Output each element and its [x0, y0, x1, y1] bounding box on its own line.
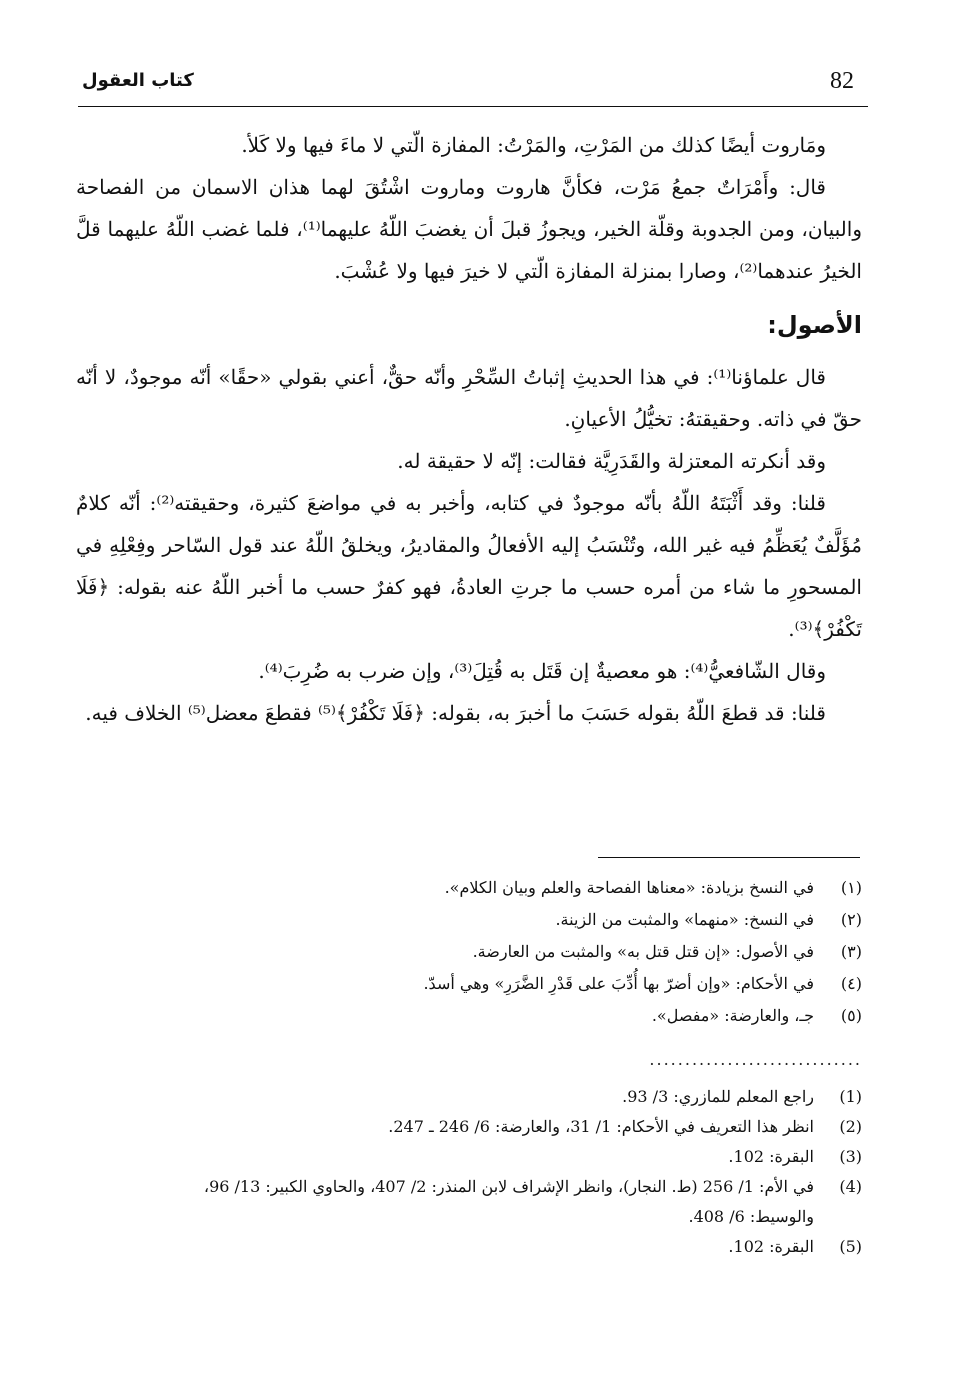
footnote-text: في النسخ: «منهما» والمثبت من الزينة.: [555, 910, 814, 929]
footnote-item: [162, 968, 862, 1000]
footnote-number: (٢): [840, 910, 862, 929]
footnote-item: [162, 1142, 862, 1172]
paragraph-2: قال: وأَمْرَاتٌ جمعُ مَرْت، فكأنَّ هاروت وماروت اشْتُقَ لهما هذان الاسمان من الفصاحة والبيان، ومن الجدوبة وقلّة الخير، ويجوزُ قبلَ أن يغضبَ اللّهُ عليهما⁽¹⁾، فلما غضب اللّهُ عليهما قلَّ الخيرُ عندهما⁽²⁾، وصارا بمنزلة المفازة الّتي لا خيرَ فيها ولا عُشْبَ.: [76, 175, 862, 283]
section-heading: الأصول:: [767, 311, 862, 339]
dotted-separator: ..............................: [649, 1050, 862, 1069]
footnote-item: [162, 1172, 862, 1232]
footnote-number: (5): [839, 1237, 862, 1256]
main-text: [76, 124, 862, 734]
running-title: كتاب العقول: [82, 70, 194, 91]
page-header: [78, 66, 868, 107]
footnote-item: [162, 904, 862, 936]
footnote-number: (1): [839, 1087, 862, 1106]
paragraph-1: ومَاروت أيضًا كذلك من المَرْتِ، والمَرْتُ: المفازة الّتي لا ماءَ فيها ولا كَلأ.: [241, 133, 826, 157]
paragraph-7: قلنا: قد قطعَ اللّهُ بقوله حَسَبَ ما أخبرَ به، بقوله: ﴿فَلَا تَكْفُرْ﴾⁽⁵⁾ فقطعَ معضل⁽⁵⁾ الخلاف فيه.: [85, 701, 826, 725]
footnote-text: البقرة: 102.: [728, 1147, 814, 1166]
footnote-text: راجع المعلم للمازري: 3/ 93.: [622, 1087, 814, 1106]
footnote-text: في الأصول: «إن قتل قتل به» والمثبت من العارضة.: [472, 942, 814, 961]
footnote-text: في النسخ بزيادة: «معناها الفصاحة والعلم وبيان الكلام».: [444, 878, 814, 897]
footnote-item: [162, 1082, 862, 1112]
footnote-number: (١): [840, 878, 862, 897]
paragraph-3: قال علماؤنا⁽¹⁾: في هذا الحديثِ إثباتُ السِّحْرِ وأنّه حقٌّ، أعني بقولي «حقًا» أنّه موجودٌ، لا أنّه حقّ في ذاته. وحقيقتهُ: تخيُّلُ الأعيانِ.: [76, 365, 862, 431]
footnotes-editor: [162, 1082, 862, 1262]
footnote-number: (3): [839, 1147, 862, 1166]
footnote-item: [162, 1112, 862, 1142]
footnote-number: (٣): [840, 942, 862, 961]
paragraph-6: وقال الشّافعيُّ⁽⁴⁾: هو معصيةٌ إن قَتَل به قُتِلَ⁽³⁾، وإن ضرب به ضُرِبَ⁽⁴⁾.: [258, 659, 826, 683]
footnote-text: جـ، والعارضة: «مفصل».: [651, 1006, 814, 1025]
footnote-item: [162, 936, 862, 968]
footnote-number: (٤): [840, 974, 862, 993]
page-number: 82: [830, 68, 854, 94]
footnote-text: البقرة: 102.: [728, 1237, 814, 1256]
footnotes-arabic: [162, 872, 862, 1032]
footnote-text: في الأحكام: «وإن أضرّ بها أُدِّبَ على قَدْرِ الضَّرَرِ» وهي أسدّ.: [423, 974, 814, 993]
footnote-number: (٥): [840, 1006, 862, 1025]
footnote-text: في الأم: 1/ 256 (ط. النجار)، وانظر الإشراف لابن المنذر: 2/ 407، والحاوي الكبير: 13/ 96، والوسيط: 6/ 408.: [203, 1177, 814, 1226]
footnote-item: [162, 1232, 862, 1262]
footnote-number: (4): [839, 1177, 862, 1196]
footnote-item: [162, 872, 862, 904]
footnote-text: انظر هذا التعريف في الأحكام: 1/ 31، والعارضة: 6/ 246 ـ 247.: [388, 1117, 814, 1136]
paragraph-4: وقد أنكرته المعتزلة والقَدَرِيَّة فقالت: إنّه لا حقيقة له.: [397, 449, 826, 473]
footnote-item: [162, 1000, 862, 1032]
footnote-number: (2): [839, 1117, 862, 1136]
paragraph-5: قلنا: وقد أَثْبَتَهُ اللّهُ بأنّه موجودٌ في كتابه، وأخبر به في مواضعَ كثيرة، وحقيقته⁽²⁾: أنّه كلامٌ مُؤَلَّفٌ يُعَظِّمُ فيه غير الله، وتُنْسَبُ إليه الأفعالُ والمقاديرُ، ويخلقُ اللّهُ عند قول السّاحر وفِعْلِهِ في المسحورِ ما شاء من أمره حسب ما جرتِ العادةُ، فهو كفرٌ حسب ما أخبر اللّهُ عنه بقوله: ﴿فَلَا تَكْفُرْ﴾⁽³⁾.: [76, 491, 862, 641]
footnote-rule: [598, 857, 860, 858]
